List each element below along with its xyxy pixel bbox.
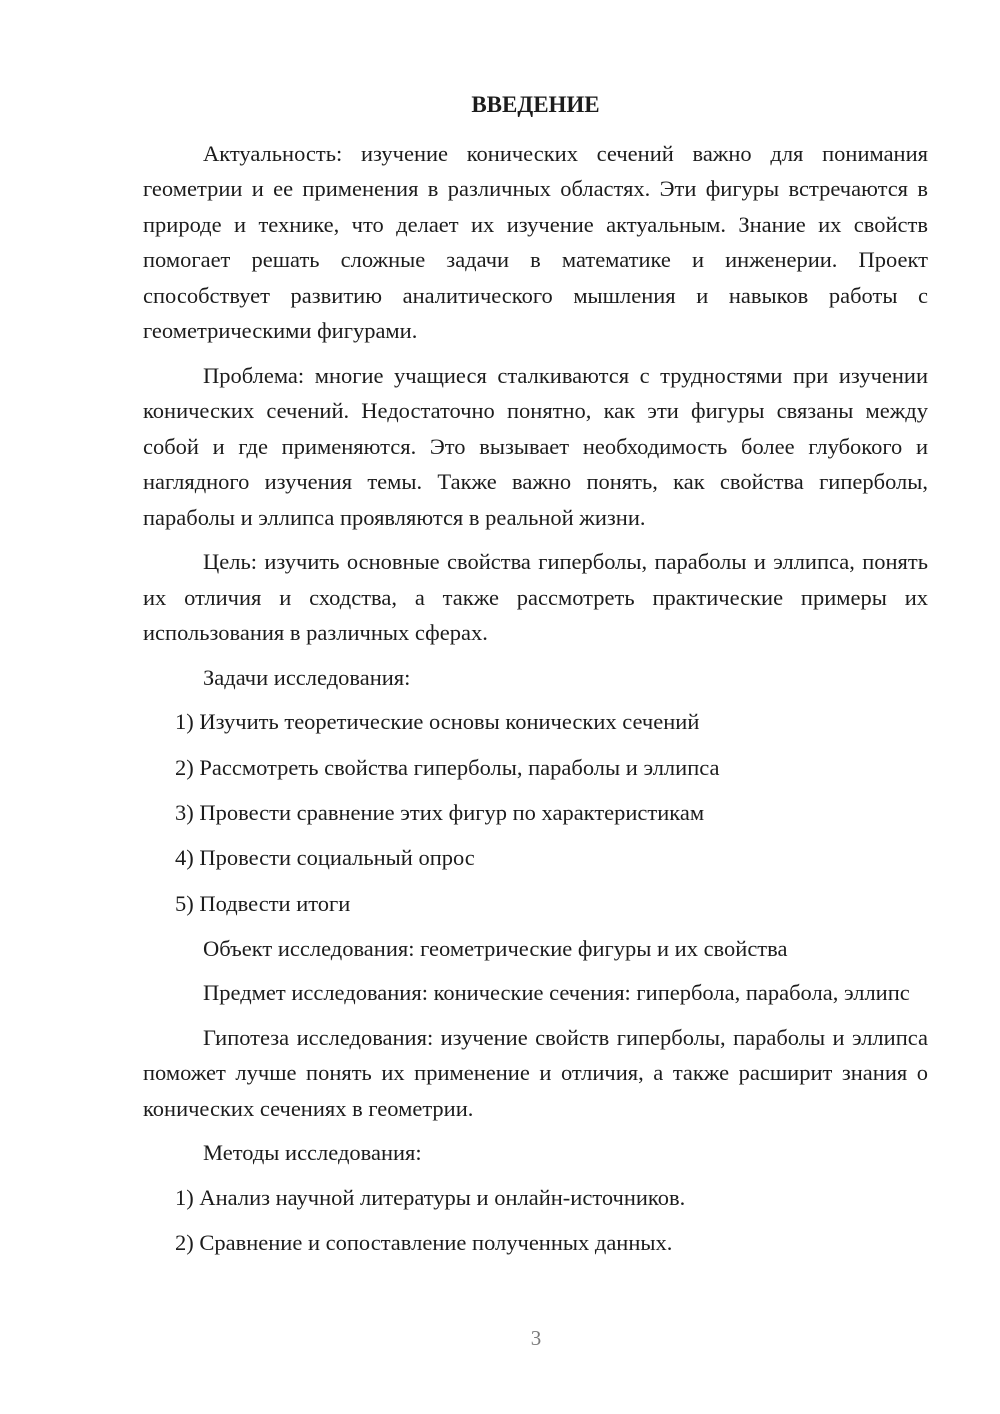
list-item: 1) Изучить теоретические основы конических сечений: [175, 709, 700, 735]
problem-paragraph: Проблема: многие учащиеся сталкиваются с трудностями при изучении конических сечений. Недостаточно понятно, как эти фигуры связаны между собой и где применяются. Это вызывает необходимость более глубокого и наглядного изучения темы. Также важно понять, как свойства гиперболы, параболы и эллипса проявляются в реальной жизни.: [143, 362, 928, 530]
list-item: 1) Анализ научной литературы и онлайн-источников.: [175, 1184, 686, 1210]
list-item: 3) Провести сравнение этих фигур по характеристикам: [175, 799, 705, 825]
list-item: 4) Провести социальный опрос: [175, 845, 475, 871]
list-item: 5) Подвести итоги: [175, 890, 351, 916]
tasks-heading: Задачи исследования:: [203, 664, 411, 690]
hypothesis-paragraph: Гипотеза исследования: изучение свойств гиперболы, параболы и эллипса поможет лучше понять их применение и отличия, а также расширит знания о конических сечениях в геометрии.: [143, 1024, 928, 1121]
list-item: 2) Сравнение и сопоставление полученных данных.: [175, 1230, 673, 1256]
subject-paragraph: Предмет исследования: конические сечения: гипербола, парабола, эллипс: [203, 980, 910, 1006]
document-page: [143, 90, 928, 1270]
methods-list: [143, 1180, 928, 1261]
tasks-list: [143, 704, 928, 921]
relevance-paragraph: Актуальность: изучение конических сечений важно для понимания геометрии и ее применения в различных областях. Эти фигуры встречаются в природе и технике, что делает их изучение актуальным. Знание их свойств помогает решать сложные задачи в математике и инженерии. Проект способствует развитию аналитического мышления и навыков работы с геометрическими фигурами.: [143, 140, 928, 344]
methods-heading: Методы исследования:: [203, 1140, 422, 1166]
object-paragraph: Объект исследования: геометрические фигуры и их свойства: [203, 935, 788, 961]
list-item: 2) Рассмотреть свойства гиперболы, параболы и эллипса: [175, 754, 720, 780]
goal-paragraph: Цель: изучить основные свойства гиперболы, параболы и эллипса, понять их отличия и сходства, а также рассмотреть практические примеры их использования в различных сферах.: [143, 549, 928, 646]
page-title: ВВЕДЕНИЕ: [471, 92, 600, 117]
page-number: 3: [530, 1326, 542, 1350]
